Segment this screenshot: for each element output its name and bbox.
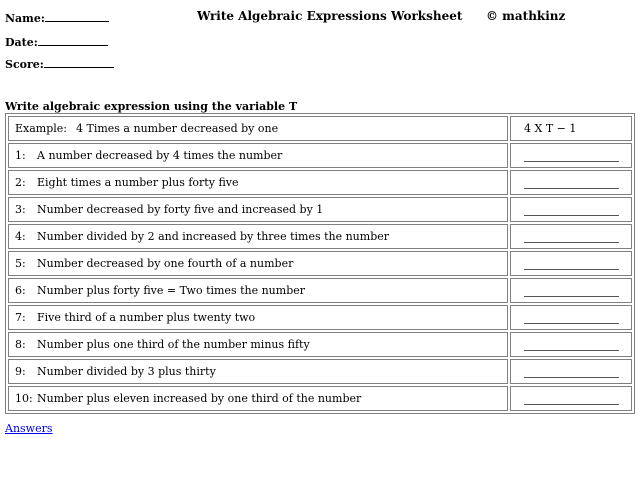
question-cell (8, 305, 508, 330)
answers-link[interactable]: Answers (5, 422, 53, 435)
answer-blank-line (524, 201, 619, 216)
date-label: Date: (5, 36, 38, 49)
example-answer: 4 X T − 1 (524, 122, 577, 135)
date-blank-line (38, 34, 108, 46)
example-label: Example: (15, 122, 67, 135)
question-row (8, 386, 632, 411)
answer-blank-line (524, 228, 619, 243)
question-cell (8, 197, 508, 222)
question-cell (8, 251, 508, 276)
question-text: A number decreased by 4 times the number (37, 149, 283, 162)
question-cell (8, 143, 508, 168)
question-row (8, 170, 632, 195)
answer-cell (510, 332, 632, 357)
question-row (8, 224, 632, 249)
score-label: Score: (5, 58, 44, 71)
worksheet-table (5, 113, 635, 414)
question-number: 3: (15, 203, 26, 216)
answer-blank-line (524, 363, 619, 378)
answer-cell (510, 143, 632, 168)
worksheet-title: Write Algebraic Expressions Worksheet (197, 9, 463, 23)
question-row (8, 197, 632, 222)
answer-blank-line (524, 390, 619, 405)
answer-blank-line (524, 147, 619, 162)
answer-cell (510, 170, 632, 195)
question-text: Number decreased by one fourth of a number (37, 257, 294, 270)
answer-cell (510, 359, 632, 384)
example-text: 4 Times a number decreased by one (76, 122, 279, 135)
answer-cell (510, 197, 632, 222)
question-text: Eight times a number plus forty five (37, 176, 239, 189)
answer-blank-line (524, 174, 619, 189)
question-text: Number divided by 3 plus thirty (37, 365, 216, 378)
question-text: Number divided by 2 and increased by three times the number (37, 230, 390, 243)
answer-blank-line (524, 282, 619, 297)
question-number: 1: (15, 149, 26, 162)
question-cell (8, 359, 508, 384)
question-row (8, 251, 632, 276)
score-field (5, 56, 114, 71)
question-number: 10: (15, 392, 33, 405)
question-row (8, 359, 632, 384)
question-text: Number plus one third of the number minus fifty (37, 338, 310, 351)
question-number: 6: (15, 284, 26, 297)
question-number: 8: (15, 338, 26, 351)
name-field (5, 10, 109, 25)
instruction-text: Write algebraic expression using the variable T (5, 100, 298, 113)
score-blank-line (44, 56, 114, 68)
question-row (8, 278, 632, 303)
answer-blank-line (524, 309, 619, 324)
example-question-cell (8, 116, 508, 141)
question-number: 2: (15, 176, 26, 189)
question-cell (8, 332, 508, 357)
question-cell (8, 224, 508, 249)
question-row (8, 143, 632, 168)
question-row (8, 332, 632, 357)
answer-cell (510, 386, 632, 411)
answer-blank-line (524, 336, 619, 351)
question-cell (8, 170, 508, 195)
question-text: Number plus forty five = Two times the number (37, 284, 306, 297)
question-number: 4: (15, 230, 26, 243)
name-blank-line (45, 10, 109, 22)
question-number: 5: (15, 257, 26, 270)
answer-cell (510, 251, 632, 276)
name-label: Name: (5, 12, 45, 25)
question-text: Number plus eleven increased by one third of the number (37, 392, 362, 405)
question-cell (8, 386, 508, 411)
date-field (5, 34, 108, 49)
answer-cell (510, 305, 632, 330)
question-number: 9: (15, 365, 26, 378)
answer-cell (510, 224, 632, 249)
question-text: Number decreased by forty five and increased by 1 (37, 203, 324, 216)
example-answer-cell (510, 116, 632, 141)
question-text: Five third of a number plus twenty two (37, 311, 256, 324)
answer-blank-line (524, 255, 619, 270)
copyright-text: © mathkinz (486, 9, 566, 23)
question-number: 7: (15, 311, 26, 324)
question-cell (8, 278, 508, 303)
question-row (8, 305, 632, 330)
answer-cell (510, 278, 632, 303)
example-row (8, 116, 632, 141)
